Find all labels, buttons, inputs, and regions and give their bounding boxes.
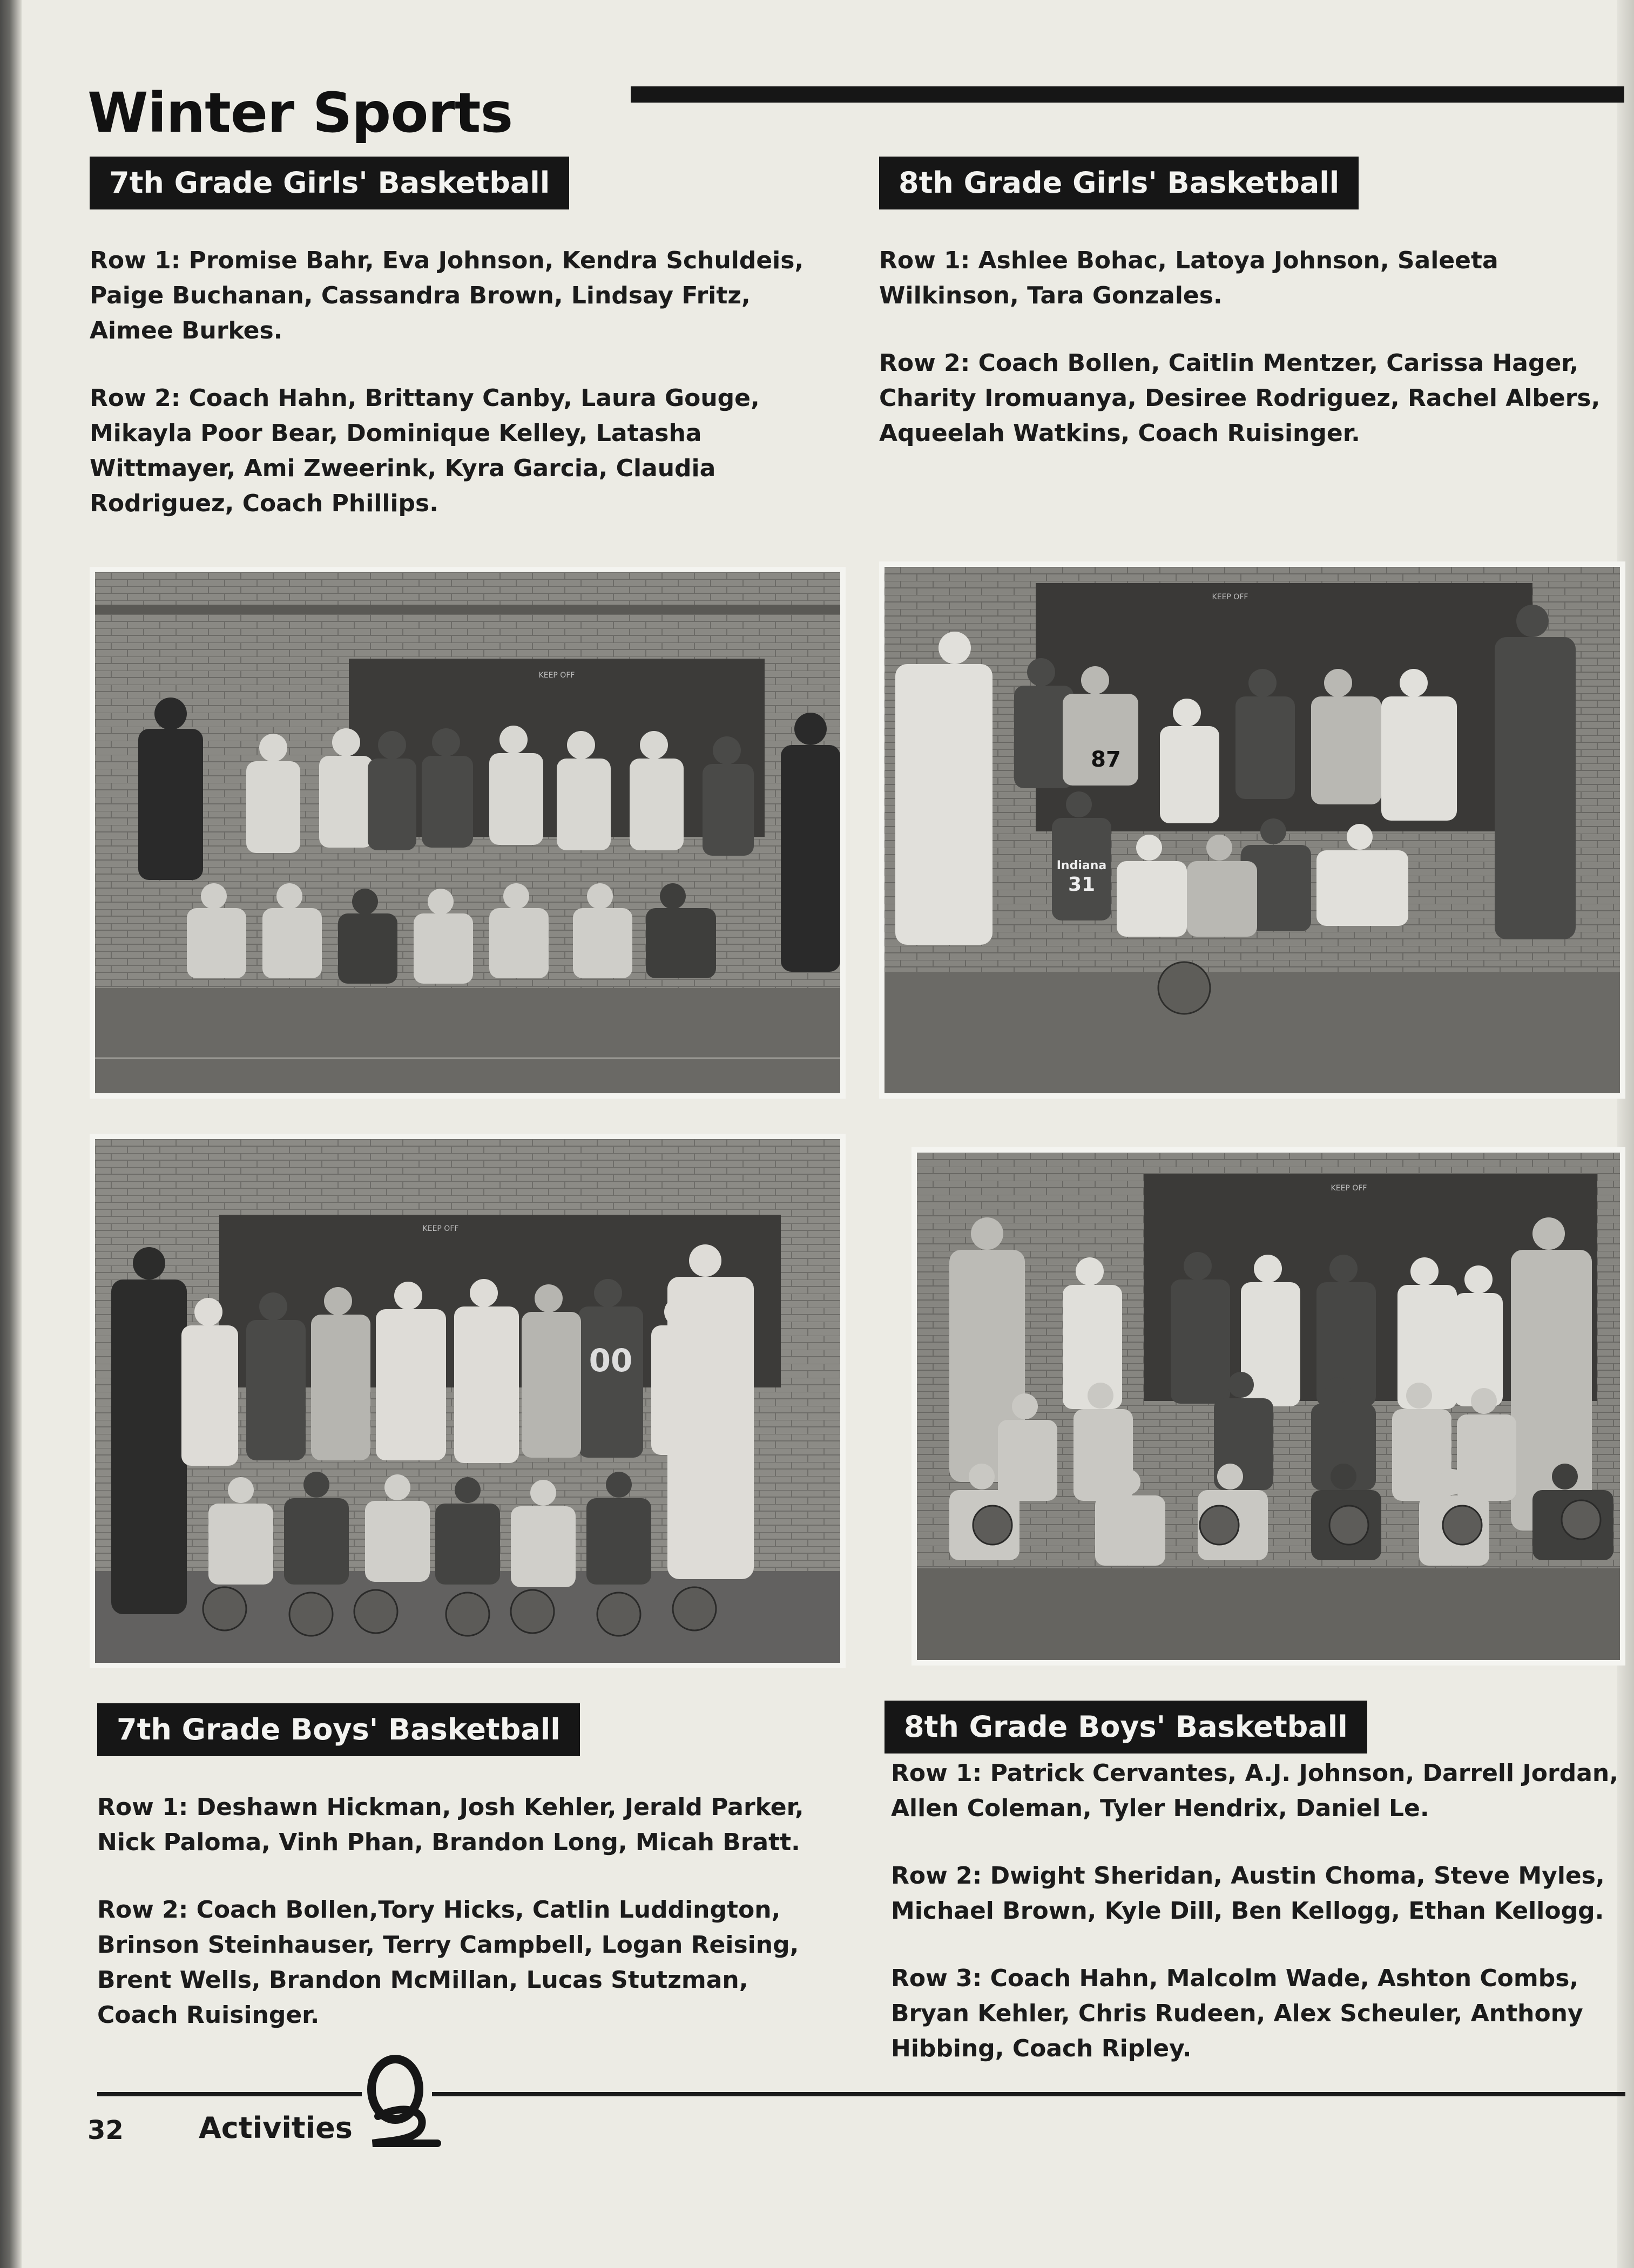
boys8-team-photo — [911, 1147, 1625, 1666]
page-binding-edge — [0, 0, 22, 2268]
boys7-team-photo — [90, 1134, 846, 1668]
boys7-wall-sign: KEEP OFF — [422, 1224, 459, 1233]
girls8-team-photo — [879, 561, 1625, 1099]
girls8-title-tag: 8th Grade Girls' Basketball — [879, 157, 1359, 209]
boys8-row1: Row 1: Patrick Cervantes, A.J. Johnson, Darrell Jordan, Allen Coleman, Tyler Hendrix, Daniel Le. — [891, 1759, 1618, 1822]
girls8-row1: Row 1: Ashlee Bohac, Latoya Johnson, Saleeta Wilkinson, Tara Gonzales. — [879, 247, 1498, 309]
girls8-jersey-team: Indiana — [1056, 859, 1107, 872]
girls8-jersey-87: 87 — [1091, 747, 1121, 772]
girls7-row2: Row 2: Coach Hahn, Brittany Canby, Laura Gouge, Mikayla Poor Bear, Dominique Kelley, Latasha Wittmayer, Ami Zweerink, Kyra Garcia, Claudia Rodriguez, Coach Phillips. — [90, 384, 760, 517]
boys8-row2: Row 2: Dwight Sheridan, Austin Choma, Steve Myles, Michael Brown, Kyle Dill, Ben Kellogg, Ethan Kellogg. — [891, 1862, 1605, 1925]
boys8-caption — [891, 1756, 1620, 2066]
school-emblem-icon — [356, 2052, 443, 2149]
boys7-row2: Row 2: Coach Bollen,Tory Hicks, Catlin Luddington, Brinson Steinhauser, Terry Campbell, Logan Reising, Brent Wells, Brandon McMillan, Lucas Stutzman, Coach Ruisinger. — [97, 1896, 799, 2029]
girls7-title-tag: 7th Grade Girls' Basketball — [90, 157, 569, 209]
girls8-wall-sign: KEEP OFF — [1212, 593, 1248, 601]
boys7-title-tag: 7th Grade Boys' Basketball — [97, 1703, 580, 1756]
boys7-row1: Row 1: Deshawn Hickman, Josh Kehler, Jerald Parker, Nick Paloma, Vinh Phan, Brandon Long, Micah Bratt. — [97, 1793, 804, 1856]
girls7-caption — [90, 243, 835, 521]
girls8-photo-art — [884, 567, 1620, 1093]
girls7-team-photo — [90, 567, 846, 1099]
boys7-caption — [97, 1790, 837, 2033]
boys7-jersey-00: 00 — [589, 1342, 633, 1379]
footer-rule-right — [432, 2092, 1625, 2096]
boys8-photo-art — [917, 1153, 1620, 1660]
boys8-wall-sign: KEEP OFF — [1331, 1184, 1367, 1193]
boys8-title-tag: 8th Grade Boys' Basketball — [884, 1701, 1367, 1754]
boys8-row3: Row 3: Coach Hahn, Malcolm Wade, Ashton Combs, Bryan Kehler, Chris Rudeen, Alex Scheuler, Anthony Hibbing, Coach Ripley. — [891, 1965, 1583, 2062]
girls8-row2: Row 2: Coach Bollen, Caitlin Mentzer, Carissa Hager, Charity Iromuanya, Desiree Rodriguez, Rachel Albers, Aqueelah Watkins, Coach Ruisinger. — [879, 349, 1601, 447]
header-rule — [631, 86, 1624, 103]
footer-page-number: 32 — [87, 2115, 124, 2145]
page-heading: Winter Sports — [87, 81, 513, 145]
girls7-wall-sign: KEEP OFF — [538, 671, 575, 680]
girls8-jersey-31: 31 — [1068, 874, 1096, 896]
footer-section-label: Activities — [199, 2111, 353, 2145]
girls7-row1: Row 1: Promise Bahr, Eva Johnson, Kendra Schuldeis, Paige Buchanan, Cassandra Brown, Lindsay Fritz, Aimee Burkes. — [90, 247, 804, 344]
footer-rule-left — [97, 2092, 362, 2096]
girls8-caption — [879, 243, 1624, 451]
girls7-photo-art — [95, 572, 840, 1093]
boys7-photo-art — [95, 1139, 840, 1663]
